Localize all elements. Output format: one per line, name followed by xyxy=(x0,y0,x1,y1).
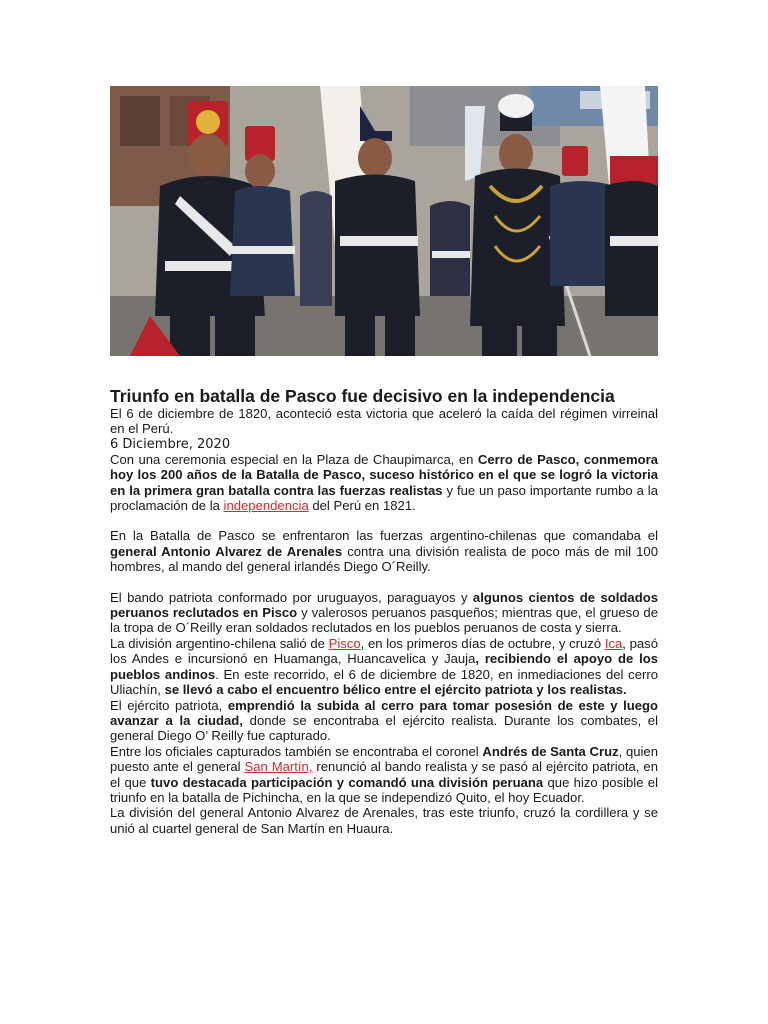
paragraph-3: El bando patriota conformado por uruguayos, paraguayos y algunos cientos de soldados peruanos reclutados en Pisco y valerosos peruanos pasqueños; mientras que, el grueso de la tropa de O´Reilly eran soldados reclutados en los pueblos peruanos de costa y sierra. xyxy=(110,589,658,636)
article-title: Triunfo en batalla de Pasco fue decisivo en la independencia xyxy=(110,386,615,406)
link-independencia[interactable]: independencia xyxy=(223,498,309,514)
paragraph-2: En la Batalla de Pasco se enfrentaron las fuerzas argentino-chilenas que comandaba el general Antonio Alvarez de Arenales contra una división realista de poco más de mil 100 hombres, al mando del general irlandés Diego O´Reilly. xyxy=(110,528,659,575)
paragraph-1: Con una ceremonia especial en la Plaza de Chaupimarca, en Cerro de Pasco, conmemora hoy los 200 años de la Batalla de Pasco, suceso histórico en el que se logró la victoria en la primera gran batalla contra las fuerzas realistas y fue un paso importante rumbo a la proclamación de la independencia del Perú en 1821. xyxy=(110,451,659,514)
link-pisco[interactable]: Pisco xyxy=(328,635,361,651)
link-ica[interactable]: Ica xyxy=(604,635,623,651)
article xyxy=(110,386,658,836)
paragraph-4: La división argentino-chilena salió de Pisco, en los primeros días de octubre, y cruzó Ica, pasó los Andes e incursionó en Huamanga, Huancavelica y Jauja, recibiendo el apoyo de los pueblos andinos. En este recorrido, el 6 de diciembre de 1820, en inmediaciones del cerro Uliachín, se llevó a cabo el encuentro bélico entre el ejército patriota y los realistas. xyxy=(110,635,658,698)
article-photo xyxy=(110,86,658,356)
photo-parade-soldiers-icon xyxy=(110,86,658,356)
paragraph-6: Entre los oficiales capturados también se encontraba el coronel Andrés de Santa Cruz, quien puesto ante el general San Martín, renunció al bando realista y se pasó al ejército patriota, en el que tuvo destacada participación y comandó una división peruana que hizo posible el triunfo en la batalla de Pichincha, en la que se independizó Quito, el hoy Ecuador. xyxy=(110,743,658,805)
article-date: 6 Diciembre, 2020 xyxy=(110,436,231,452)
article-subtitle: El 6 de diciembre de 1820, aconteció esta victoria que aceleró la caída del régimen virreinal en el Perú. xyxy=(110,406,658,437)
paragraph-5: El ejército patriota, emprendió la subida al cerro para tomar posesión de este y luego avanzar a la ciudad, donde se encontraba el ejército realista. Durante los combates, el general Diego O’ Reilly fue capturado. xyxy=(110,697,658,744)
paragraph-7: La división del general Antonio Alvarez de Arenales, tras este triunfo, cruzó la cordillera y se unió al cuartel general de San Martín en Huaura. xyxy=(110,805,658,836)
link-san-martin[interactable]: San Martín, xyxy=(244,759,313,775)
